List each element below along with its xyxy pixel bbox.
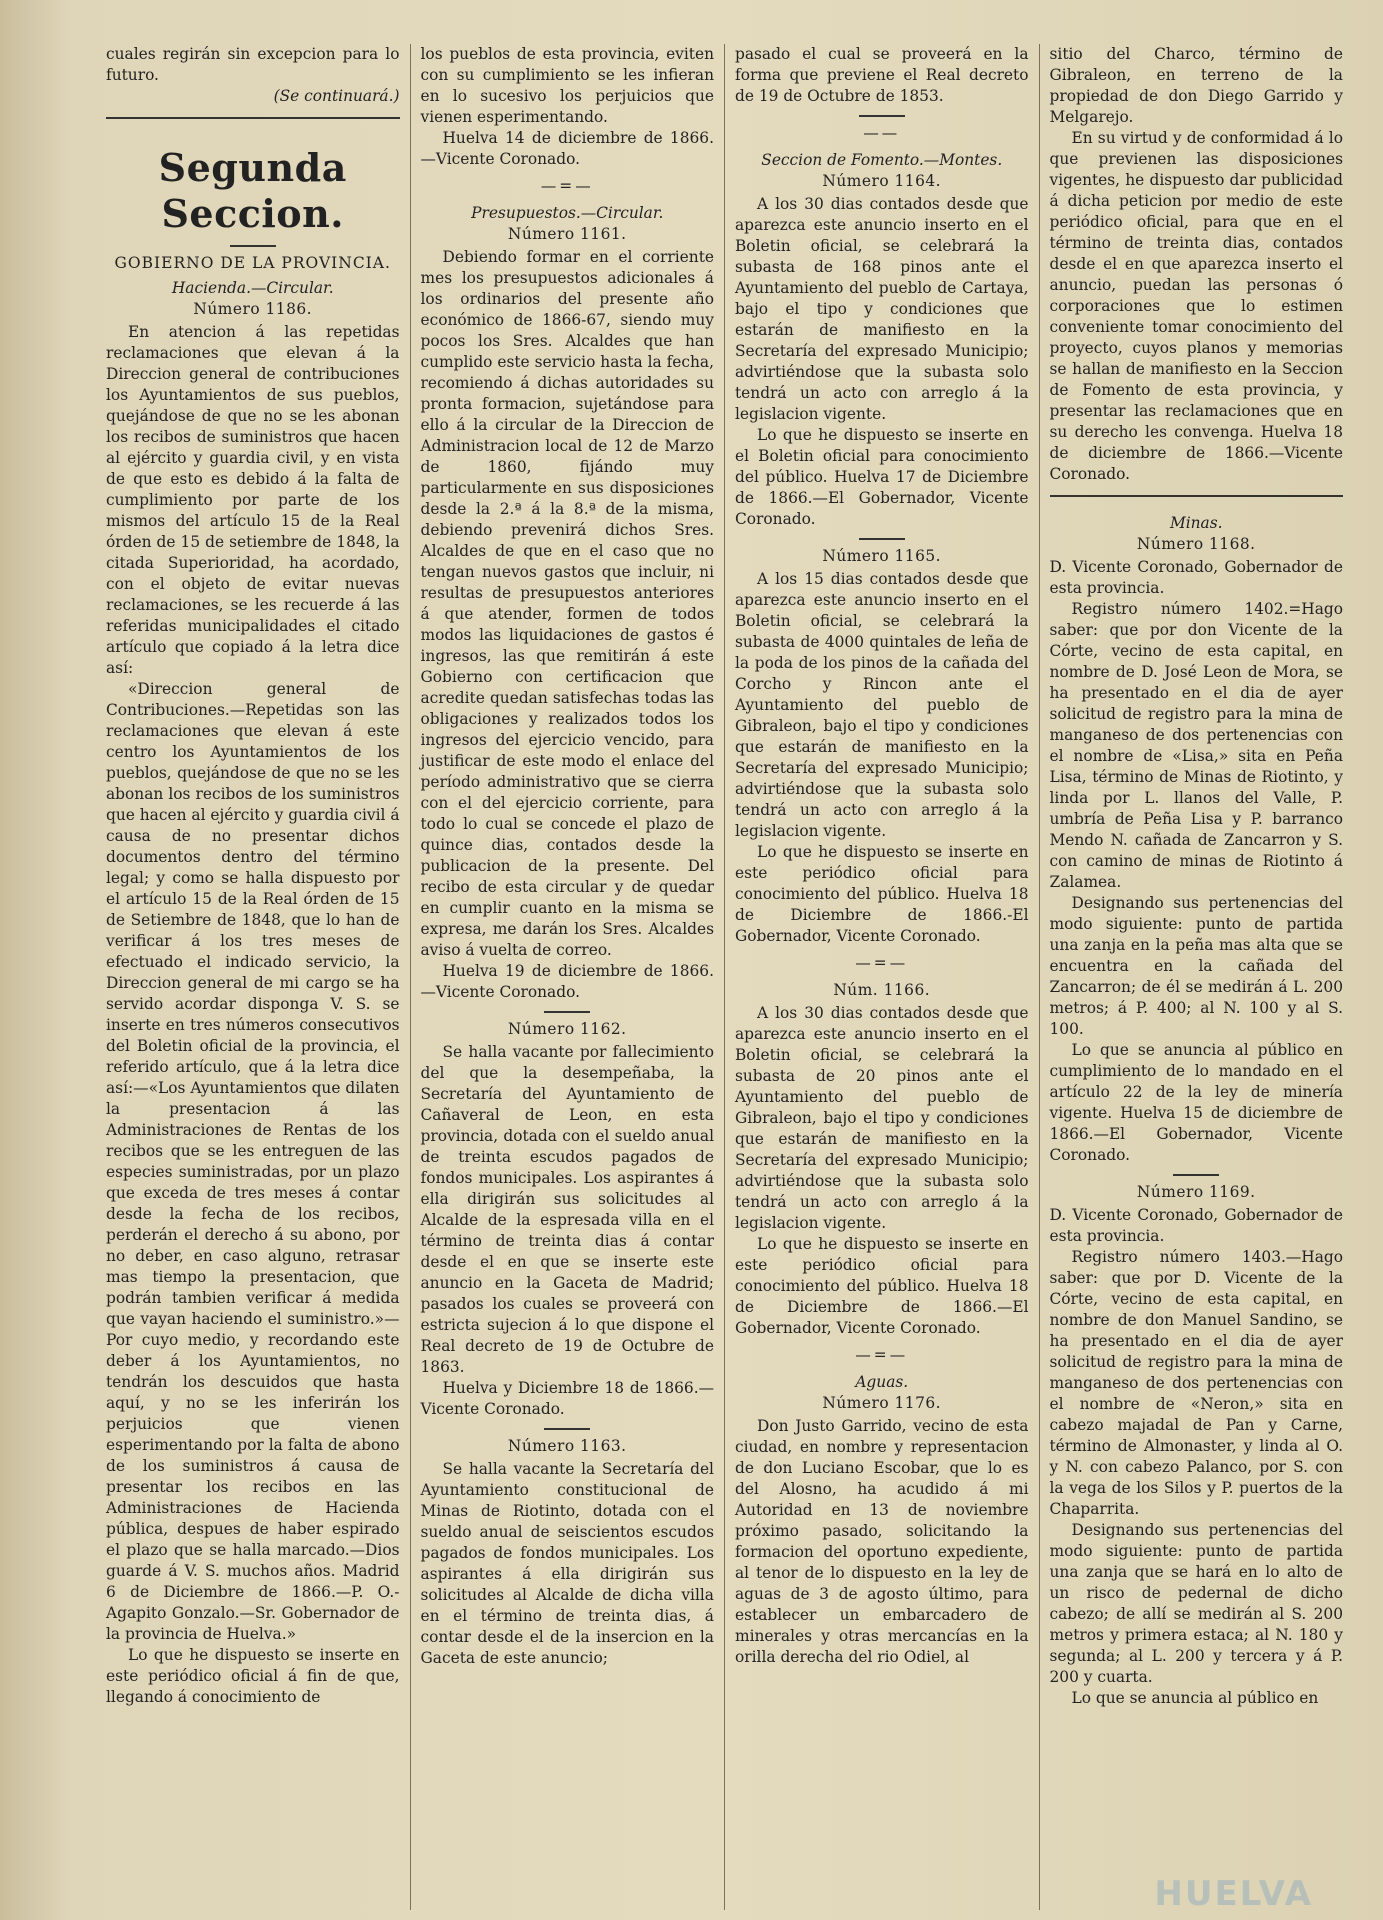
column-3 [724, 44, 1039, 1910]
notice-number: Núm. 1166. [833, 981, 931, 999]
paragraph: Se halla vacante por fallecimiento del que la desempeñaba, la Secretaría del Ayuntamiento de Cañaveral de Leon, en esta provincia, dotada con el sueldo anual de treinta escudos pagados de fondos municipales. Los aspirantes á ella dirigirán sus solicitudes al Alcalde de la espresada villa en el término de treinta dias á contar desde el en que se inserte este anuncio en la Gaceta de Madrid; pasados los cuales se proveerá con estricta sujecion á lo que dispone el Real decreto de 19 de Octubre de 1863. [420, 1043, 714, 1376]
ornament-separator: —=— [855, 1346, 909, 1364]
section-rule [106, 117, 400, 119]
notice-number: Número 1176. [822, 1394, 942, 1412]
short-rule [230, 245, 276, 247]
paragraph: Designando sus pertenencias del modo siguiente: punto de partida una zanja en la peña mas alta que se encuentra en la cañada del Zancarron; de él se medirán á L. 200 metros; á P. 400; al N. 100 y al S. 100. [1049, 894, 1343, 1038]
watermark-logo: HUELVA [1154, 1874, 1313, 1914]
paragraph: Huelva 14 de diciembre de 1866.—Vicente Coronado. [420, 129, 714, 168]
section-rule [1050, 495, 1344, 497]
paragraph: D. Vicente Coronado, Gobernador de esta provincia. [1049, 1206, 1343, 1245]
paragraph: Registro número 1403.—Hago saber: que por D. Vicente de la Córte, vecino de esta capital, en nombre de don Manuel Sandino, se ha presentado en el dia de ayer solicitud de registro para la mina de manganeso de dos pertenencias con el nombre de «Neron,» sita en cabezo majadal de Pan y Carne, término de Almonaster, y linda al O. y N. con cabezo Palanco, por S. con la vega de los Silos y P. puertos de la Chaparrita. [1049, 1248, 1343, 1518]
paragraph: Huelva y Diciembre 18 de 1866.—Vicente Coronado. [420, 1379, 714, 1418]
notice-number: Número 1162. [507, 1020, 627, 1038]
paragraph: Lo que he dispuesto se inserte en este periódico oficial para conocimiento del público. Huelva 18 de Diciembre de 1866.—El Gobernador, Vicente Coronado. [735, 1235, 1029, 1337]
notice-number: Número 1168. [1136, 535, 1256, 553]
column-4 [1039, 44, 1354, 1910]
short-rule [859, 115, 905, 117]
continuation-note: (Se continuará.) [273, 87, 400, 105]
paragraph: Debiendo formar en el corriente mes los presupuestos adicionales á los ordinarios del presente año económico de 1866-67, siendo muy pocos los Sres. Alcaldes que han cumplido este servicio hasta la fecha, recomiendo á dichas autoridades su pronta formacion, sujetándose para ello á la circular de la Direccion de Administracion local de 12 de Marzo de 1860, fijándo muy particularmente en sus disposiciones desde la 2.ª á la 8.ª de la misma, debiendo prevenirá dichos Sres. Alcaldes de que en el caso que no tengan nuevos gastos que incluir, ni resultas de presupuestos anteriores á que atender, formen de todos modos las liquidaciones de gastos é ingresos, las que remitirán á este Gobierno con certificacion que acredite quedan satisfechas todas las obligaciones y realizados todos los ingresos del ejercicio vencido, para justificar de este modo el enlace del período administrativo que se cierra con el del ejercicio corriente, para todo lo cual se concede el plazo de quince dias, contados desde la publicacion de la presente. Del recibo de esta circular y de quedar en cumplir cuanto en la misma se expresa, me darán los Sres. Alcaldes aviso á vuelta de correo. [420, 248, 714, 959]
notice-number: Número 1164. [822, 172, 942, 190]
ornament-separator: —=— [855, 954, 909, 972]
paragraph: En su virtud y de conformidad á lo que previenen las disposiciones vigentes, he dispuesto dar publicidad á dicha peticion por medio de este periódico oficial, para que en el término de treinta dias, contados desde el en que aparezca inserto el anuncio, puedan las personas ó corporaciones que lo estimen conveniente tomar conocimiento del proyecto, cuyos planos y memorias se hallan de manifiesto en la Seccion de Fomento de esta provincia, y presentar las reclamaciones que en su derecho les convenga. Huelva 18 de diciembre de 1866.—Vicente Coronado. [1049, 129, 1343, 483]
column-1 [96, 44, 410, 1910]
subsection-heading: Presupuestos.—Circular. [471, 204, 664, 222]
notice-number: Número 1169. [1136, 1183, 1256, 1201]
short-rule [544, 1428, 590, 1430]
short-rule [544, 1011, 590, 1013]
paragraph: A los 30 dias contados desde que aparezca este anuncio inserto en el Boletin oficial, se celebrará la subasta de 20 pinos ante el Ayuntamiento del pueblo de Gibraleon, bajo el tipo y condiciones que estarán de manifiesto en la Secretaría del expresado Municipio; advirtiéndose que la subasta solo tendrá un acto con arreglo á la legislacion vigente. [735, 1004, 1029, 1232]
paragraph: Designando sus pertenencias del modo siguiente: punto de partida una zanja que se hará en lo alto de un risco de pedernal de dicho cabezo; de allí se medirán al S. 200 metros y primera estaca; al N. 180 y segunda; al L. 200 y tercera y á P. 200 y cuarta. [1049, 1521, 1343, 1686]
notice-number: Número 1186. [193, 300, 313, 318]
notice-number: Número 1161. [507, 225, 627, 243]
paragraph: «Direccion general de Contribuciones.—Repetidas son las reclamaciones que elevan á este centro los Ayuntamientos de los pueblos, quejándose de que no se les abonan los recibos de los suministros que hacen al ejército y guardia civil á causa de no presentar dichos documentos dentro del término legal; y como se halla dispuesto por el artículo 15 de la Real órden de 15 de Setiembre de 1848, que lo han de verificar á los tres meses de efectuado el indicado servicio, la Direccion general de mi cargo se ha servido acordar disponga V. S. se inserte en tres números consecutivos del Boletin oficial de la provincia, el referido artículo, que á la letra dice así:—«Los Ayuntamientos que dilaten la presentacion á las Administraciones de Rentas de los recibos que se les entreguen de las especies suministradas, por un plazo que exceda de tres meses á contar desde la fecha de los recibos, perderán el derecho á su abono, por no deber, en caso alguno, retrasar mas tiempo la presentacion, que podrán tambien verificar á medida que vayan haciendo el suministro.»—Por cuyo medio, y recordando este deber á los Ayuntamientos, no tendrán los descuidos que hasta aquí, y no se les inferirán los perjuicios que vienen esperimentando por la falta de abono de los suministros á causa de presentar los recibos en las Administraciones de Hacienda pública, despues de haber espirado el plazo que se halla marcado.—Dios guarde á V. S. muchos años. Madrid 6 de Diciembre de 1866.—P. O.-Agapito Gonzalo.—Sr. Gobernador de la provincia de Huelva.» [106, 680, 400, 1643]
column-2 [410, 44, 725, 1910]
paragraph: Lo que se anuncia al público en [1071, 1689, 1319, 1707]
subsection-heading: Seccion de Fomento.—Montes. [761, 151, 1003, 169]
paragraph: A los 30 dias contados desde que aparezca este anuncio inserto en el Boletin oficial, se celebrará la subasta de 168 pinos ante el Ayuntamiento del pueblo de Cartaya, bajo el tipo y condiciones que estarán de manifiesto en la Secretaría del expresado Municipio; advirtiéndose que la subasta solo tendrá un acto con arreglo á la legislacion vigente. [735, 195, 1029, 423]
subsection-heading: Aguas. [855, 1373, 909, 1391]
paragraph: Registro número 1402.=Hago saber: que por don Vicente de la Córte, vecino de esta capital, en nombre de D. José Leon de Mora, se ha presentado en el dia de ayer solicitud de registro para la mina de manganeso de dos pertenencias con el nombre de «Lisa,» sita en Peña Lisa, término de Minas de Riotinto, y linda por L. llanos del Valle, P. umbría de Peña Lisa y P. barranco Mendo N. cañada de Zancarron y S. con camino de minas de Riotinto á Zalamea. [1049, 600, 1343, 891]
subsection-heading: Hacienda.—Circular. [171, 279, 334, 297]
paragraph: Lo que se anuncia al público en cumplimiento de lo mandado en el artículo 22 de la ley de minería vigente. Huelva 15 de diciembre de 1866.—El Gobernador, Vicente Coronado. [1049, 1041, 1343, 1164]
paragraph: D. Vicente Coronado, Gobernador de esta provincia. [1049, 558, 1343, 597]
paragraph: Se halla vacante la Secretaría del Ayuntamiento constitucional de Minas de Riotinto, dotada con el sueldo anual de seiscientos escudos pagados de fondos municipales. Los aspirantes á ella dirigirán sus solicitudes al Alcalde de dicha villa en el término de treinta dias, á contar desde el de la insercion en la Gaceta de este anuncio; [420, 1460, 714, 1667]
paragraph: Lo que he dispuesto se inserte en el Boletin oficial para conocimiento del público. Huelva 17 de Diciembre de 1866.—El Gobernador, Vicente Coronado. [735, 426, 1029, 528]
paragraph: pasado el cual se proveerá en la forma que previene el Real decreto de 19 de Octubre de 1853. [735, 45, 1029, 105]
short-rule [1173, 1174, 1219, 1176]
paragraph: Lo que he dispuesto se inserte en este periódico oficial para conocimiento del público. Huelva 18 de Diciembre de 1866.-El Gobernador, Vicente Coronado. [735, 843, 1029, 945]
paragraph: Don Justo Garrido, vecino de esta ciudad, en nombre y representacion de don Luciano Escobar, que lo es del Alosno, ha acudido á mi Autoridad en 13 de noviembre próximo pasado, solicitando la formacion del oportuno expediente, al tenor de lo dispuesto en la ley de aguas de 3 de agosto último, para establecer un embarcadero de minerales y otras mercancías en la orilla derecha del rio Odiel, al [735, 1417, 1029, 1666]
ornament-separator: —=— [540, 177, 594, 195]
section-title: Segunda Seccion. [158, 145, 347, 236]
paragraph: A los 15 dias contados desde que aparezca este anuncio inserto en el Boletin oficial, se celebrará la subasta de 4000 quintales de leña de la poda de los pinos de la cañada del Corcho y Rincon ante el Ayuntamiento del pueblo de Gibraleon, bajo el tipo y condiciones que estarán de manifiesto en la Secretaría del expresado Municipio; advirtiéndose que la subasta solo tendrá un acto con arreglo á la legislacion vigente. [735, 570, 1029, 840]
paragraph: Huelva 19 de diciembre de 1866.—Vicente Coronado. [420, 962, 714, 1001]
section-heading: GOBIERNO DE LA PROVINCIA. [114, 254, 391, 272]
columns [96, 44, 1353, 1910]
short-rule [859, 538, 905, 540]
paragraph: En atencion á las repetidas reclamaciones que elevan á la Direccion general de contribuciones los Ayuntamientos de sus pueblos, quejándose de que no se les abonan los recibos de suministros que hacen al ejército y guardia civil, y en vista de que esto es debido á la falta de cumplimiento por parte de los mismos del artículo 15 de la Real órden de 15 de setiembre de 1848, la citada Superioridad, ha acordado, con el objeto de evitar nuevas reclamaciones, se les recuerde á las referidas municipalidades el citado artículo que copiado á la letra dice así: [106, 323, 400, 677]
paragraph: Lo que he dispuesto se inserte en este periódico oficial á fin de que, llegando á conocimiento de [106, 1646, 400, 1706]
notice-number: Número 1163. [507, 1437, 627, 1455]
paragraph: sitio del Charco, término de Gibraleon, en terreno de la propiedad de don Diego Garrido y Melgarejo. [1049, 45, 1343, 126]
notice-number: Número 1165. [822, 547, 942, 565]
paragraph: los pueblos de esta provincia, eviten con su cumplimiento se les infieran en lo sucesivo los perjuicios que vienen esperimentando. [420, 45, 714, 126]
ornament-separator: —— [863, 124, 901, 142]
paragraph: cuales regirán sin excepcion para lo futuro. [106, 45, 400, 84]
subsection-heading: Minas. [1169, 514, 1223, 532]
